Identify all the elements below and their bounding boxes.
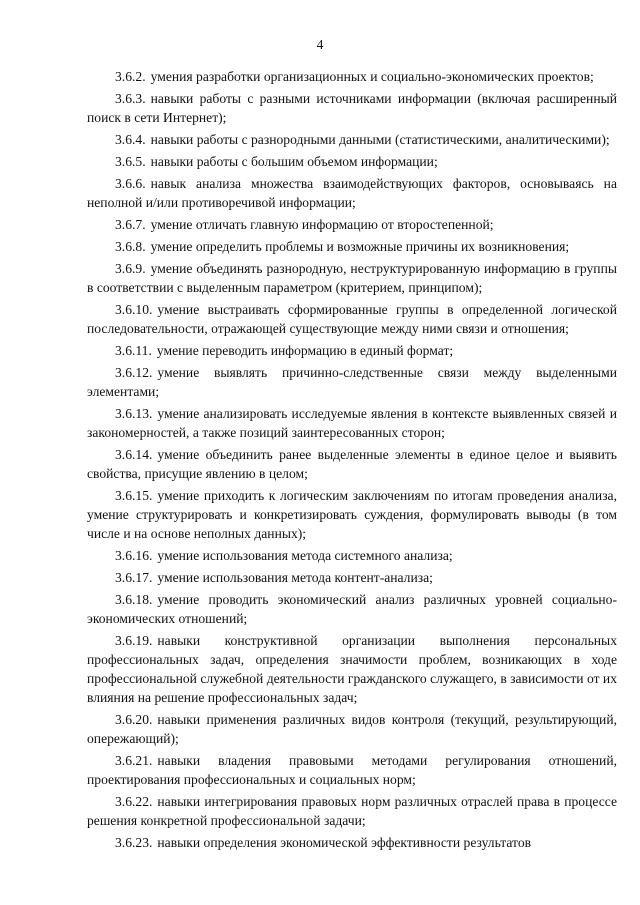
item-number: 3.6.6. [115, 176, 146, 191]
list-item [87, 152, 617, 171]
list-item [87, 710, 617, 748]
list-item [87, 445, 617, 483]
item-text: умение переводить информацию в единый формат; [156, 343, 454, 358]
list-item [87, 590, 617, 628]
item-text: навыки определения экономической эффективности результатов [157, 835, 532, 850]
list-item [87, 486, 617, 543]
item-text: навыки применения различных видов контроля (текущий, результирующий, опережающий); [87, 712, 617, 746]
item-number: 3.6.9. [115, 261, 146, 276]
item-text: умение объединять разнородную, неструктурированную информацию в группы в соответствии с выделенным параметром (критерием, принципом); [87, 261, 617, 295]
item-text: умение использования метода контент-анализа; [157, 570, 433, 585]
item-number: 3.6.8. [115, 239, 146, 254]
item-number: 3.6.23. [115, 835, 153, 850]
item-number: 3.6.17. [115, 570, 153, 585]
item-number: 3.6.12. [115, 365, 153, 380]
item-number: 3.6.22. [115, 794, 153, 809]
item-text: умение отличать главную информацию от второстепенной; [150, 217, 494, 232]
item-text: умение использования метода системного анализа; [157, 548, 453, 563]
item-number: 3.6.16. [115, 548, 153, 563]
item-text: умение объединить ранее выделенные элементы в единое целое и выявить свойства, присущие явлению в целом; [87, 447, 617, 481]
item-text: навыки интегрирования правовых норм различных отраслей права в процессе решения конкретной профессиональной задачи; [87, 794, 617, 828]
item-number: 3.6.13. [115, 406, 153, 421]
list-item [87, 300, 617, 338]
item-number: 3.6.4. [115, 132, 146, 147]
item-text: навыки работы с большим объемом информации; [150, 154, 438, 169]
list-item [87, 89, 617, 127]
list-item [87, 546, 617, 565]
list-item [87, 363, 617, 401]
item-text: умение анализировать исследуемые явления в контексте выявленных связей и закономерностей, а также позиций заинтересованных сторон; [87, 406, 617, 440]
list-item [87, 215, 617, 234]
list-item [87, 792, 617, 830]
list-item [87, 237, 617, 256]
item-number: 3.6.21. [115, 753, 153, 768]
list-item [87, 67, 617, 86]
list-item [87, 404, 617, 442]
item-number: 3.6.10. [115, 302, 153, 317]
item-text: умение приходить к логическим заключениям по итогам проведения анализа, умение структурировать и конкретизировать суждения, формулировать выводы (в том числе и на основе неполных данных); [87, 488, 617, 541]
item-number: 3.6.7. [115, 217, 146, 232]
item-text: умение проводить экономический анализ различных уровней социально-экономических отношений; [87, 592, 617, 626]
item-text: навыки владения правовыми методами регулирования отношений, проектирования профессиональных и социальных норм; [87, 753, 617, 787]
item-text: умения разработки организационных и социально-экономических проектов; [150, 69, 594, 84]
item-number: 3.6.14. [115, 447, 153, 462]
item-number: 3.6.18. [115, 592, 153, 607]
item-number: 3.6.15. [115, 488, 153, 503]
list-item [87, 833, 617, 852]
list-item [87, 174, 617, 212]
list-item [87, 568, 617, 587]
item-number: 3.6.3. [115, 91, 146, 106]
item-number: 3.6.5. [115, 154, 146, 169]
list-item [87, 751, 617, 789]
item-text: умение выстраивать сформированные группы в определенной логической последовательности, отражающей существующие между ними связи и отношения; [87, 302, 617, 336]
item-text: умение определить проблемы и возможные причины их возникновения; [150, 239, 570, 254]
document-body [87, 67, 617, 855]
item-number: 3.6.20. [115, 712, 153, 727]
item-text: навыки работы с разнородными данными (статистическими, аналитическими); [150, 132, 610, 147]
item-number: 3.6.11. [115, 343, 152, 358]
list-item [87, 259, 617, 297]
item-text: навык анализа множества взаимодействующих факторов, основываясь на неполной и/или противоречивой информации; [87, 176, 617, 210]
list-item [87, 130, 617, 149]
item-number: 3.6.19. [115, 633, 153, 648]
page-number: 4 [316, 37, 324, 52]
item-text: умение выявлять причинно-следственные связи между выделенными элементами; [87, 365, 617, 399]
item-number: 3.6.2. [115, 69, 146, 84]
list-item [87, 631, 617, 707]
list-item [87, 341, 617, 360]
item-text: навыки работы с разными источниками информации (включая расширенный поиск в сети Интернет); [87, 91, 617, 125]
item-text: навыки конструктивной организации выполнения персональных профессиональных задач, определения значимости проблем, возникающих в ходе профессиональной служебной деятельности гражданского служащего, в зависимости от их влияния на решение профессиональных задач; [87, 633, 617, 705]
